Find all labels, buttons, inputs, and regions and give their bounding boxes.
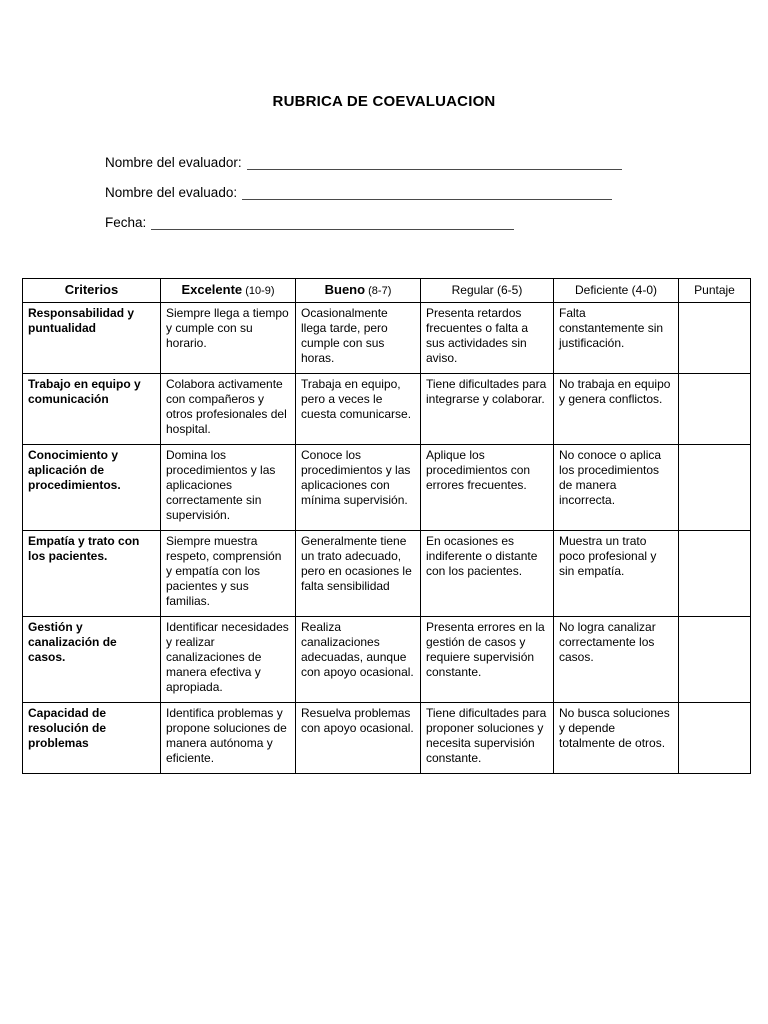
cell-bueno: Realiza canalizaciones adecuadas, aunque con apoyo ocasional. xyxy=(296,616,421,702)
cell-deficiente: No trabaja en equipo y genera conflictos. xyxy=(554,373,679,444)
cell-deficiente: Falta constantemente sin justificación. xyxy=(554,302,679,373)
column-header: Deficiente (4-0) xyxy=(554,279,679,303)
table-row xyxy=(23,302,751,373)
cell-excelente: Identifica problemas y propone soluciones de manera autónoma y eficiente. xyxy=(161,702,296,773)
cell-regular: Tiene dificultades para proponer soluciones y necesita supervisión constante. xyxy=(421,702,554,773)
cell-deficiente: No conoce o aplica los procedimientos de manera incorrecta. xyxy=(554,444,679,530)
cell-criterio: Trabajo en equipo y comunicación xyxy=(23,373,161,444)
cell-regular: Aplique los procedimientos con errores frecuentes. xyxy=(421,444,554,530)
cell-regular: Presenta errores en la gestión de casos y requiere supervisión constante. xyxy=(421,616,554,702)
cell-puntaje xyxy=(679,530,751,616)
cell-deficiente: No logra canalizar correctamente los casos. xyxy=(554,616,679,702)
cell-puntaje xyxy=(679,616,751,702)
cell-excelente: Siempre llega a tiempo y cumple con su horario. xyxy=(161,302,296,373)
table-row xyxy=(23,444,751,530)
cell-bueno: Conoce los procedimientos y las aplicaciones con mínima supervisión. xyxy=(296,444,421,530)
cell-criterio: Gestión y canalización de casos. xyxy=(23,616,161,702)
cell-regular: Tiene dificultades para integrarse y colaborar. xyxy=(421,373,554,444)
rubric-table-body xyxy=(23,302,751,773)
cell-criterio: Empatía y trato con los pacientes. xyxy=(23,530,161,616)
evaluado-label: Nombre del evaluado: xyxy=(105,185,238,200)
cell-bueno: Generalmente tiene un trato adecuado, pero en ocasiones le falta sensibilidad xyxy=(296,530,421,616)
cell-puntaje xyxy=(679,702,751,773)
column-header: Excelente (10-9) xyxy=(161,279,296,303)
cell-regular: Presenta retardos frecuentes o falta a sus actividades sin aviso. xyxy=(421,302,554,373)
cell-excelente: Colabora activamente con compañeros y otros profesionales del hospital. xyxy=(161,373,296,444)
cell-puntaje xyxy=(679,444,751,530)
cell-puntaje xyxy=(679,302,751,373)
fecha-blank-line xyxy=(151,214,514,230)
column-header: Regular (6-5) xyxy=(421,279,554,303)
cell-bueno: Resuelva problemas con apoyo ocasional. xyxy=(296,702,421,773)
evaluado-blank-line xyxy=(242,184,612,200)
cell-excelente: Identificar necesidades y realizar canalizaciones de manera efectiva y apropiada. xyxy=(161,616,296,702)
fecha-label: Fecha: xyxy=(105,215,147,230)
cell-excelente: Siempre muestra respeto, comprensión y empatía con los pacientes y sus familias. xyxy=(161,530,296,616)
cell-bueno: Trabaja en equipo, pero a veces le cuesta comunicarse. xyxy=(296,373,421,444)
form-row-evaluado xyxy=(105,182,768,200)
header-row xyxy=(23,279,751,303)
column-header: Puntaje xyxy=(679,279,751,303)
table-row xyxy=(23,373,751,444)
cell-criterio: Capacidad de resolución de problemas xyxy=(23,702,161,773)
form-area xyxy=(105,152,768,230)
rubric-table-head xyxy=(23,279,751,303)
page-title: RUBRICA DE COEVALUACION xyxy=(272,93,496,110)
column-header: Criterios xyxy=(23,279,161,303)
column-header: Bueno (8-7) xyxy=(296,279,421,303)
table-row xyxy=(23,616,751,702)
cell-deficiente: No busca soluciones y depende totalmente de otros. xyxy=(554,702,679,773)
cell-deficiente: Muestra un trato poco profesional y sin empatía. xyxy=(554,530,679,616)
cell-regular: En ocasiones es indiferente o distante con los pacientes. xyxy=(421,530,554,616)
evaluador-blank-line xyxy=(247,154,622,170)
form-row-fecha xyxy=(105,212,768,230)
table-row xyxy=(23,702,751,773)
rubric-table xyxy=(22,278,751,774)
cell-criterio: Conocimiento y aplicación de procedimientos. xyxy=(23,444,161,530)
cell-criterio: Responsabilidad y puntualidad xyxy=(23,302,161,373)
cell-bueno: Ocasionalmente llega tarde, pero cumple con sus horas. xyxy=(296,302,421,373)
cell-puntaje xyxy=(679,373,751,444)
table-row xyxy=(23,530,751,616)
form-row-evaluador xyxy=(105,152,768,170)
evaluador-label: Nombre del evaluador: xyxy=(105,155,242,170)
cell-excelente: Domina los procedimientos y las aplicaciones correctamente sin supervisión. xyxy=(161,444,296,530)
